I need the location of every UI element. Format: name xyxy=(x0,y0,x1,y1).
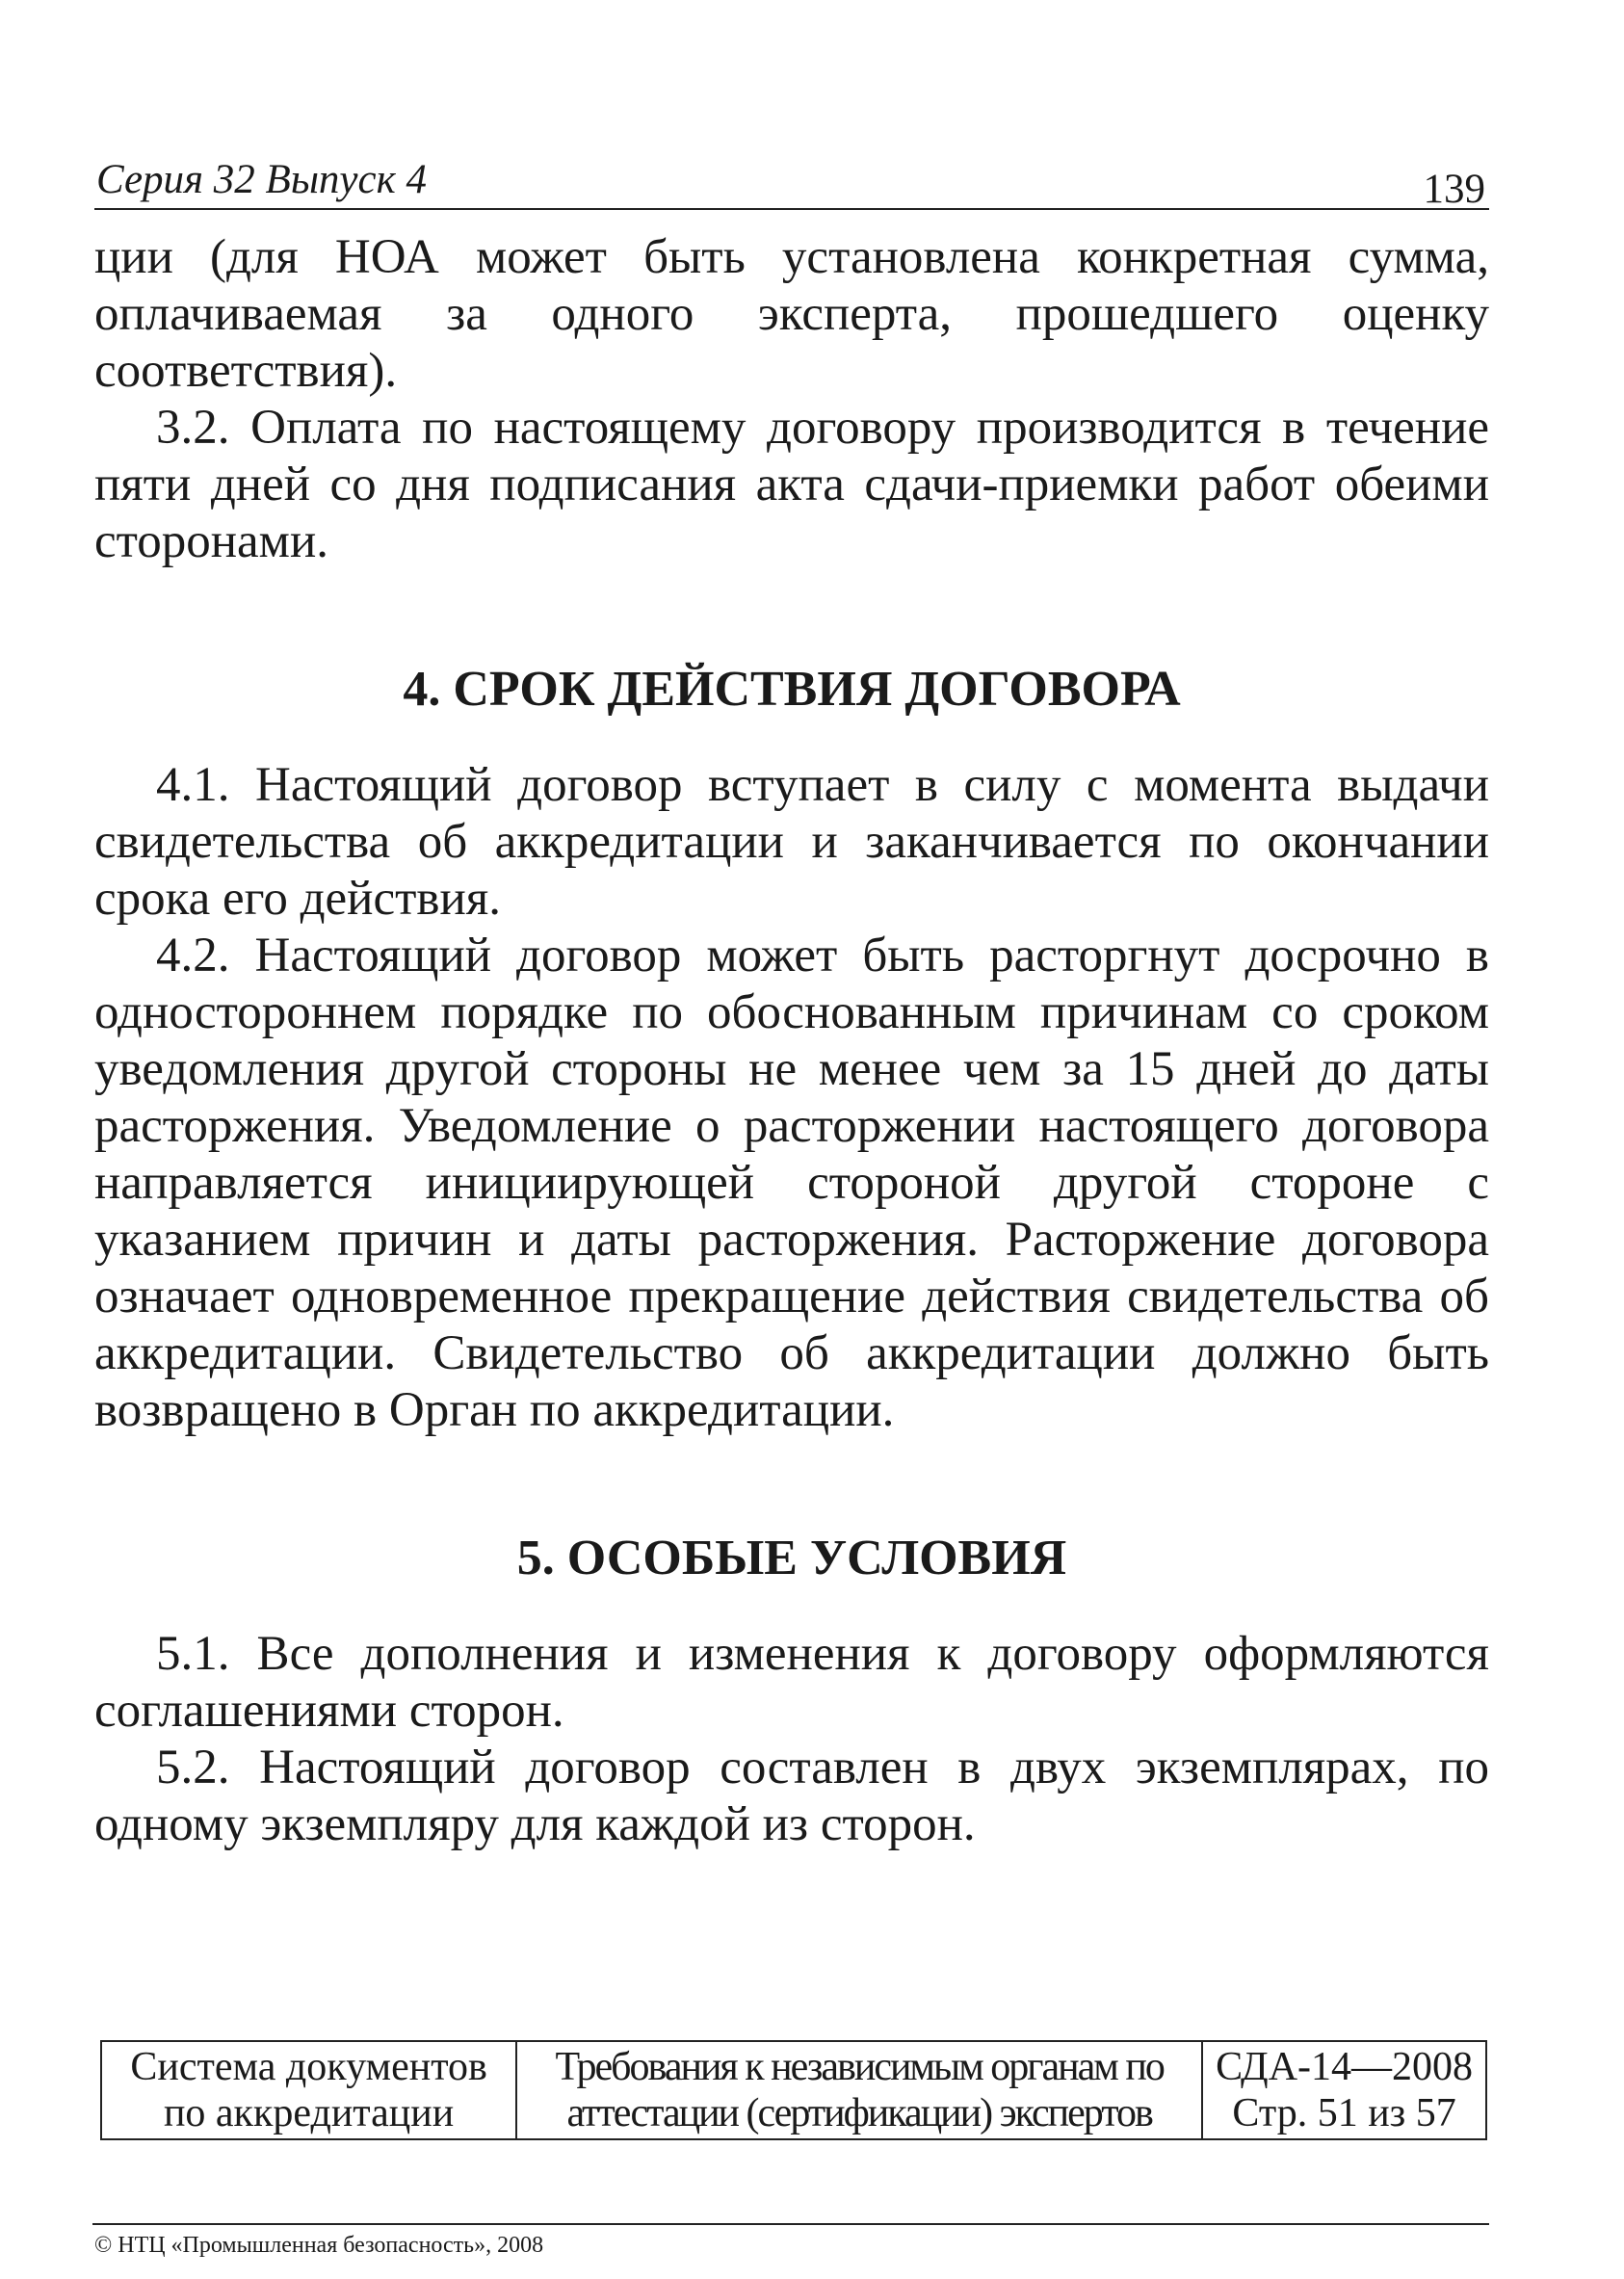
table-cell xyxy=(516,2041,1202,2139)
system-line-2: по аккредитации xyxy=(163,2091,455,2135)
paragraph-continuation: ции (для НОА может быть установлена конкретная сумма, оплачиваемая за одного эксперта, прошедшего оценку соответствия). xyxy=(94,230,1489,398)
paragraph-5-1: 5.1. Все дополнения и изменения к договору оформляются соглашениями сторон. xyxy=(94,1627,1489,1738)
document-info-table xyxy=(100,2040,1487,2140)
section-heading-4: 4. СРОК ДЕЙСТВИЯ ДОГОВОРА xyxy=(403,662,1181,717)
footer-divider xyxy=(92,2223,1489,2225)
body-text xyxy=(94,229,1489,1853)
table-cell xyxy=(1202,2041,1486,2139)
section-heading-5: 5. ОСОБЫЕ УСЛОВИЯ xyxy=(516,1531,1067,1585)
paragraph-4-2: 4.2. Настоящий договор может быть расторгнут досрочно в одностороннем порядке по обоснованным причинам со сроком уведомления другой стороны не менее чем за 15 дней до даты расторжения. Уведомление о расторжении настоящего договора направляется инициирующей стороной другой стороне с указанием причин и даты расторжения. Расторжение договора означает одновременное прекращение действия свидетельства об аккредитации. Свидетельство об аккредитации должно быть возвращено в Орган по аккредитации. xyxy=(94,929,1489,1437)
series-title: Серия 32 Выпуск 4 xyxy=(96,157,427,202)
table-row xyxy=(101,2041,1486,2139)
page-count: Стр. 51 из 57 xyxy=(1232,2091,1456,2135)
system-line-1: Система документов xyxy=(130,2045,487,2089)
document-code: СДА-14—2008 xyxy=(1216,2045,1474,2089)
paragraph-4-1: 4.1. Настоящий договор вступает в силу с момента выдачи свидетельства об аккредитации и заканчивается по окончании срока его действия. xyxy=(94,758,1489,926)
copyright-footer: © НТЦ «Промышленная безопасность», 2008 xyxy=(94,2233,544,2258)
requirements-line-1: Требования к независимым органам по xyxy=(555,2045,1164,2089)
requirements-line-2: аттестации (сертификации) экспертов xyxy=(566,2091,1152,2135)
running-header xyxy=(94,154,1489,210)
table-cell xyxy=(101,2041,516,2139)
paragraph-5-2: 5.2. Настоящий договор составлен в двух экземплярах, по одному экземпляру для каждой из сторон. xyxy=(94,1741,1489,1851)
page-number: 139 xyxy=(1423,167,1485,212)
paragraph-3-2: 3.2. Оплата по настоящему договору производится в течение пяти дней со дня подписания акта сдачи-приемки работ обеими сторонами. xyxy=(94,401,1489,568)
